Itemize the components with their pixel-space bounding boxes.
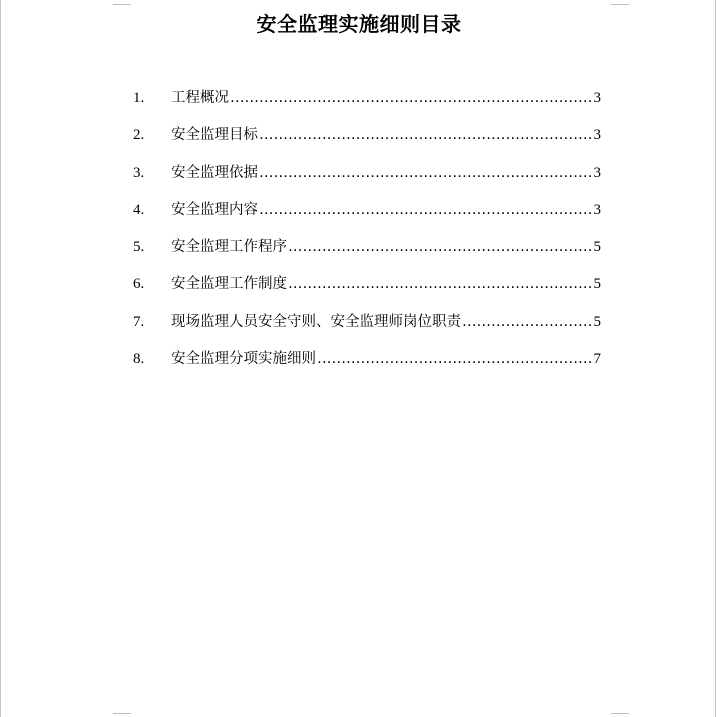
toc-entry[interactable] xyxy=(133,236,601,273)
toc-entry-page: 3 xyxy=(593,127,601,144)
toc-dot-leader xyxy=(317,348,593,370)
toc-entry[interactable] xyxy=(133,273,601,310)
crop-mark xyxy=(113,713,131,714)
crop-mark xyxy=(611,713,629,714)
document-title: 安全监理实施细则目录 xyxy=(256,12,462,36)
toc-entry-number: 6. xyxy=(133,276,145,293)
toc-entry-text: 现场监理人员安全守则、安全监理师岗位职责 xyxy=(171,313,461,330)
toc-entry-text: 工程概况 xyxy=(171,90,229,106)
toc-entry-text: 安全监理目标 xyxy=(171,127,258,144)
crop-mark xyxy=(113,4,131,5)
toc-entry-number: 1. xyxy=(133,90,145,106)
toc-entry-page: 5 xyxy=(593,276,601,293)
toc-entry-page: 3 xyxy=(593,164,601,181)
toc-entry[interactable] xyxy=(133,199,601,236)
crop-mark xyxy=(611,4,629,5)
toc-entry-number: 4. xyxy=(133,201,145,218)
toc-entry-page: 5 xyxy=(593,239,601,256)
toc-entry-text: 安全监理工作制度 xyxy=(171,276,287,293)
table-of-contents xyxy=(133,87,601,385)
toc-entry-page: 3 xyxy=(593,90,601,106)
toc-entry-page: 5 xyxy=(593,313,601,330)
toc-dot-leader xyxy=(259,162,593,184)
toc-entry-page: 7 xyxy=(593,351,601,368)
toc-entry[interactable] xyxy=(133,124,601,161)
toc-entry-text: 安全监理内容 xyxy=(171,201,258,218)
toc-entry-text: 安全监理分项实施细则 xyxy=(171,351,316,368)
toc-dot-leader xyxy=(230,87,593,109)
toc-entry[interactable] xyxy=(133,87,601,124)
toc-dot-leader xyxy=(462,311,593,333)
toc-entry[interactable] xyxy=(133,162,601,199)
toc-dot-leader xyxy=(259,199,593,221)
toc-entry[interactable] xyxy=(133,348,601,385)
toc-dot-leader xyxy=(288,273,593,295)
toc-entry-number: 8. xyxy=(133,351,145,368)
toc-entry-number: 3. xyxy=(133,164,145,181)
toc-entry-number: 7. xyxy=(133,313,145,330)
toc-entry-text: 安全监理依据 xyxy=(171,164,258,181)
toc-dot-leader xyxy=(288,236,593,258)
toc-dot-leader xyxy=(259,124,593,146)
toc-entry[interactable] xyxy=(133,311,601,348)
toc-entry-page: 3 xyxy=(593,201,601,218)
toc-entry-number: 2. xyxy=(133,127,145,144)
toc-entry-number: 5. xyxy=(133,239,145,256)
toc-entry-text: 安全监理工作程序 xyxy=(171,239,287,256)
